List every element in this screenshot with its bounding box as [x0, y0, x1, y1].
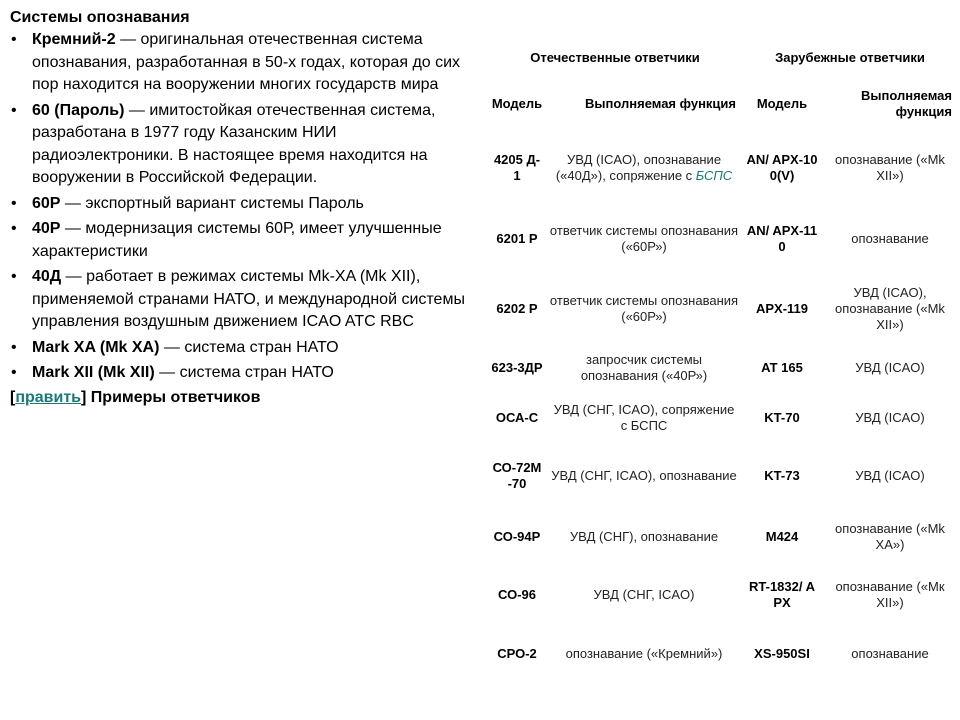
domestic-model-cell: 6202 Р: [496, 301, 538, 316]
foreign-model-cell: KT-70: [764, 410, 800, 425]
bullet-icon: •: [11, 194, 17, 212]
item-text: — оригинальная отечественная система опознавания, разработанная в 50-х годах, которая до сих пор находится на вооружении многих государств мира: [32, 31, 461, 93]
table-row: [488, 344, 958, 392]
foreign-function-cell: опознавание («Mk XA»): [835, 521, 945, 552]
item-text: — работает в режимах системы Mk-XA (Mk XII), применяемой странами НАТО, и международной системы управления воздушным движением ICAO ATC RBC: [32, 268, 465, 330]
foreign-function-cell: УВД (ICAO), опознавание («Mk XII»): [835, 285, 945, 332]
foreign-function-cell: опознавание: [851, 646, 929, 661]
domestic-function-cell: [546, 566, 742, 624]
bsps-link[interactable]: БСПС: [695, 168, 733, 183]
domestic-model-cell: 623-3ДР: [491, 360, 543, 375]
list-item: [10, 266, 480, 334]
table-row: [488, 444, 958, 508]
function-text: УВД (ICAO), опознавание («40Д»), сопряжение с: [555, 152, 722, 183]
domestic-function-cell: [546, 204, 742, 274]
item-term: Mark XA (Mk XA): [32, 338, 160, 356]
table-row: [488, 566, 958, 624]
foreign-model-cell: AN/ APX-110: [746, 223, 818, 254]
domestic-model-cell: СО-72М-70: [492, 460, 542, 491]
function-text: УВД (СНГ, ICAO), опознавание: [551, 468, 737, 483]
item-text: — система стран НАТО: [159, 338, 339, 356]
table-row: [488, 204, 958, 274]
item-term: Кремний-2: [32, 31, 116, 48]
foreign-function-cell: опознавание («Mк XII»): [835, 579, 945, 610]
table-row: [488, 392, 958, 444]
function-text: УВД (СНГ), опознавание: [569, 529, 719, 544]
group-foreign-header: Зарубежные ответчики: [775, 50, 925, 65]
domestic-model-cell: СРО-2: [497, 646, 537, 661]
table-row: [488, 508, 958, 566]
item-text: — модернизация системы 60Р, имеет улучшенные характеристики: [32, 220, 442, 260]
domestic-function-cell: [546, 392, 742, 444]
foreign-function-cell: опознавание («Mk XII»): [835, 152, 945, 183]
transponders-table-wrap: [488, 40, 958, 684]
foreign-function-cell: УВД (ICAO): [855, 410, 925, 425]
systems-list: [10, 29, 480, 385]
group-domestic-header: Отечественные ответчики: [530, 50, 700, 65]
item-term: 40Д: [32, 268, 62, 285]
list-item: [10, 193, 480, 216]
transponders-table: [488, 40, 958, 684]
foreign-function-cell: опознавание: [851, 231, 929, 246]
bullet-icon: •: [11, 31, 17, 48]
table-row: [488, 274, 958, 344]
item-term: 40Р: [32, 220, 61, 237]
bullet-icon: •: [11, 220, 17, 237]
domestic-function-cell: [546, 508, 742, 566]
list-item: [10, 218, 480, 263]
domestic-model-cell: СО-94Р: [493, 529, 541, 544]
foreign-function-header: Выполняемая функция: [861, 88, 952, 119]
function-text: УВД (СНГ, ICAO): [593, 587, 695, 602]
foreign-model-cell: APX-119: [755, 301, 809, 316]
bullet-icon: •: [11, 268, 17, 285]
function-text: ответчик системы опознавания («60Р»): [549, 223, 739, 254]
function-text: ответчик системы опознавания («60Р»): [549, 293, 739, 324]
list-item: [10, 100, 480, 190]
domestic-model-cell: СО-96: [498, 587, 536, 602]
foreign-model-cell: KT-73: [764, 468, 800, 483]
section-heading: Системы опознавания: [10, 9, 190, 26]
item-term: 60Р: [32, 194, 61, 212]
domestic-function-cell: [546, 344, 742, 392]
domestic-function-cell: [546, 274, 742, 344]
examples-heading: [править] Примеры ответчиков: [10, 388, 261, 406]
systems-section: [10, 8, 480, 409]
domestic-function-header: Выполняемая функция: [585, 96, 736, 111]
domestic-function-cell: [546, 132, 742, 204]
foreign-model-cell: M424: [765, 529, 799, 544]
foreign-model-cell: RT-1832/ APX: [749, 579, 815, 610]
function-text: запросчик системы опознавания («40Р»): [580, 352, 708, 383]
domestic-function-cell: [546, 444, 742, 508]
domestic-model-cell: ОСА-С: [495, 410, 539, 425]
table-row: [488, 132, 958, 204]
foreign-model-cell: AT 165: [761, 360, 803, 375]
bullet-icon: •: [11, 101, 17, 119]
bullet-icon: •: [11, 364, 17, 381]
list-item: [10, 29, 480, 97]
edit-link[interactable]: править: [15, 388, 82, 406]
list-item: [10, 362, 480, 385]
foreign-model-header: Модель: [756, 96, 808, 111]
foreign-function-cell: УВД (ICAO): [855, 360, 925, 375]
domestic-function-cell: [546, 624, 742, 684]
domestic-model-cell: 6201 Р: [496, 231, 538, 246]
foreign-model-cell: XS-950SI: [754, 646, 810, 661]
item-text: — имитостойкая отечественная система, разработана в 1977 году Казанским НИИ радиоэлектроники. В настоящее время находится на вооружении в Российской Федерации.: [32, 101, 436, 186]
foreign-function-cell: УВД (ICAO): [855, 468, 925, 483]
item-text: — экспортный вариант системы Пароль: [60, 194, 364, 212]
table-row: [488, 624, 958, 684]
item-text: — система стран НАТО: [154, 364, 334, 381]
list-item: [10, 337, 480, 360]
column-header-row: [488, 76, 958, 132]
item-term: 60 (Пароль): [32, 101, 125, 119]
foreign-model-cell: AN/ APX-100(V): [746, 152, 818, 183]
function-text: УВД (СНГ, ICAO), сопряжение с БСПС: [553, 402, 735, 433]
item-term: Mark XII (Mk XII): [32, 364, 155, 381]
domestic-model-header: Модель: [491, 96, 543, 111]
table-body: [488, 132, 958, 684]
function-text: опознавание («Кремний»): [565, 646, 723, 661]
domestic-model-cell: 4205 Д-1: [493, 152, 541, 183]
bullet-icon: •: [11, 338, 17, 356]
group-header-row: [488, 40, 958, 76]
